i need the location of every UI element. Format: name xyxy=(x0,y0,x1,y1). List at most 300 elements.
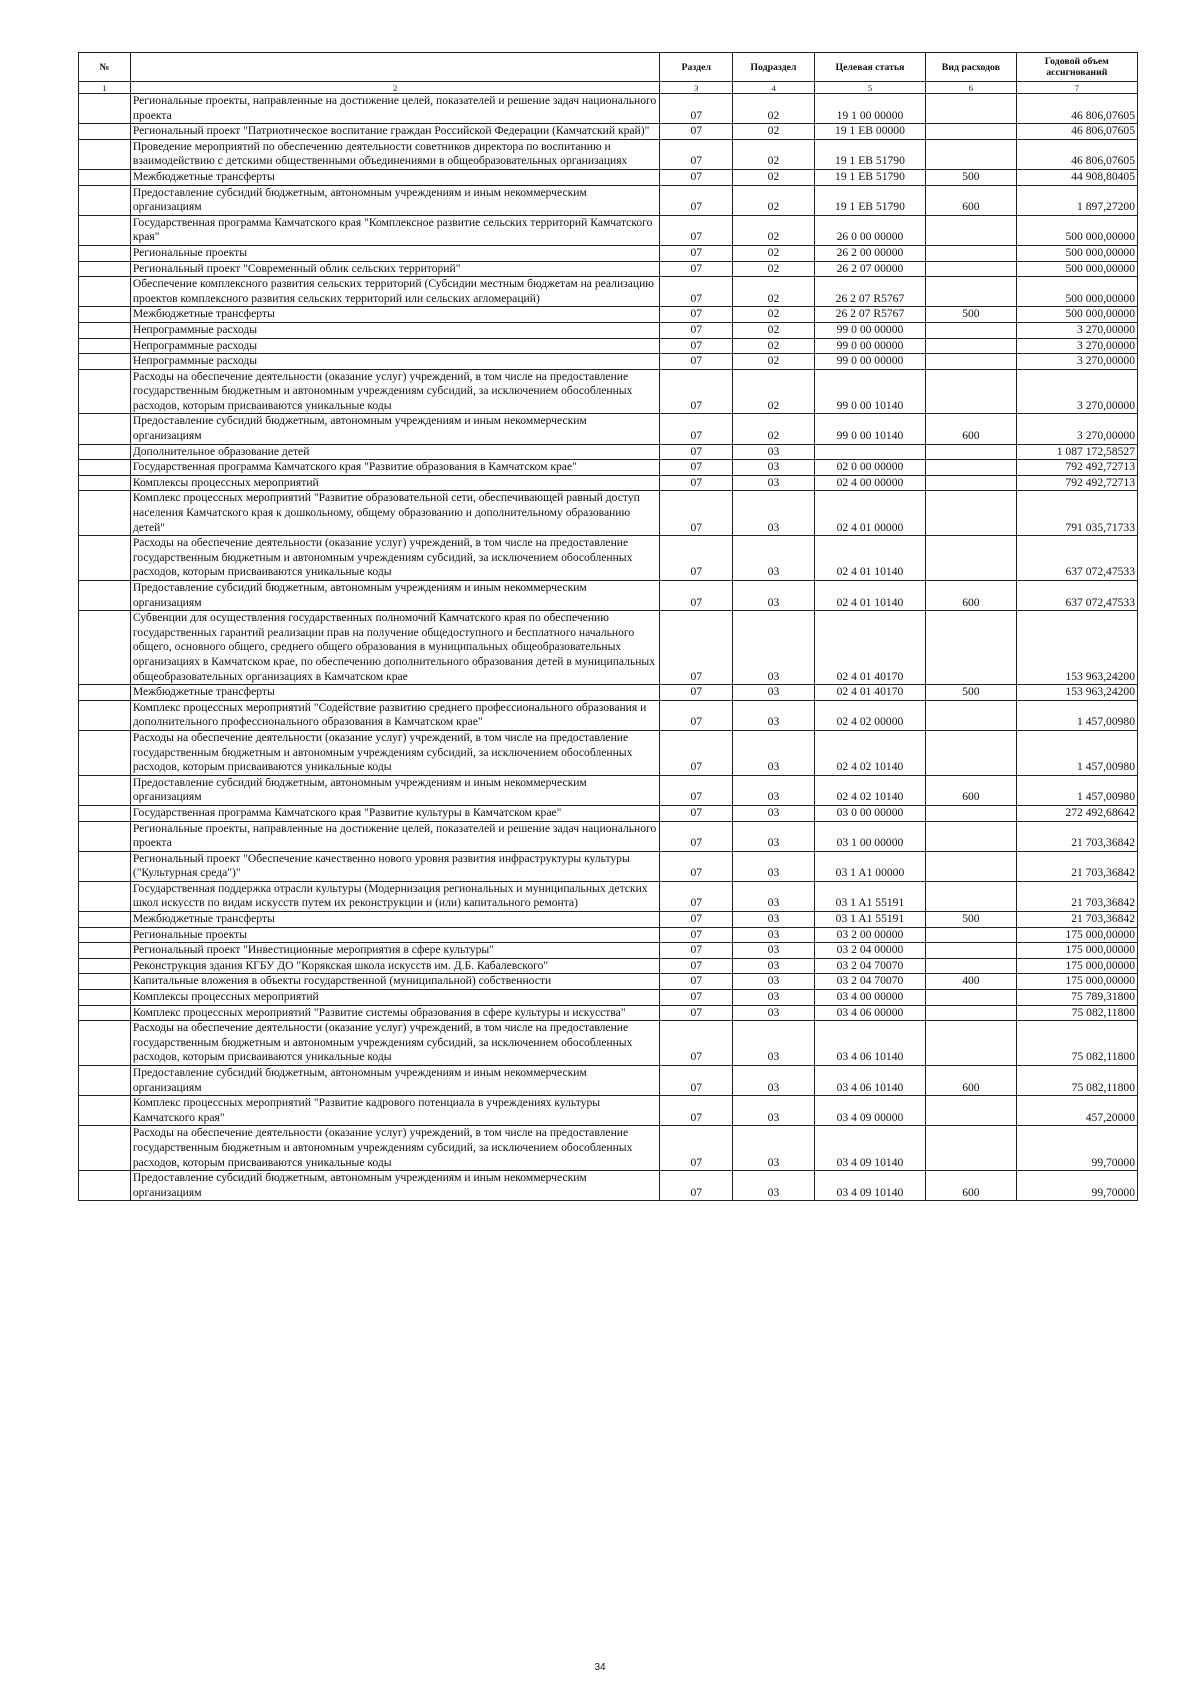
razdel-cell: 07 xyxy=(660,974,733,990)
item-name-cell: Предоставление субсидий бюджетным, автономным учреждениям и иным некоммерческим организациям xyxy=(130,581,660,611)
target-article-cell: 02 4 01 40170 xyxy=(814,685,925,701)
amount-cell: 1 897,27200 xyxy=(1016,185,1137,215)
razdel-cell: 07 xyxy=(660,821,733,851)
table-row xyxy=(79,775,1138,805)
amount-cell: 1 457,00980 xyxy=(1016,775,1137,805)
table-row xyxy=(79,821,1138,851)
razdel-cell: 07 xyxy=(660,277,733,307)
amount-cell: 75 082,11800 xyxy=(1016,1021,1137,1066)
expense-type-cell xyxy=(926,139,1016,169)
row-number-cell xyxy=(79,958,131,974)
item-name-cell: Предоставление субсидий бюджетным, автономным учреждениям и иным некоммерческим организациям xyxy=(130,1066,660,1096)
podrazdel-cell: 02 xyxy=(733,322,815,338)
amount-cell: 637 072,47533 xyxy=(1016,581,1137,611)
razdel-cell: 07 xyxy=(660,943,733,959)
row-number-cell xyxy=(79,307,131,323)
amount-cell: 175 000,00000 xyxy=(1016,958,1137,974)
item-name-cell: Межбюджетные трансферты xyxy=(130,912,660,928)
col-header-razdel: Раздел xyxy=(660,53,733,82)
row-number-cell xyxy=(79,536,131,581)
col-header-target-article: Целевая статья xyxy=(814,53,925,82)
expense-type-cell xyxy=(926,354,1016,370)
table-row xyxy=(79,261,1138,277)
expense-type-cell: 600 xyxy=(926,775,1016,805)
row-number-cell xyxy=(79,700,131,730)
podrazdel-cell: 02 xyxy=(733,354,815,370)
razdel-cell: 07 xyxy=(660,1096,733,1126)
table-row xyxy=(79,475,1138,491)
item-name-cell: Расходы на обеспечение деятельности (оказание услуг) учреждений, в том числе на предоставление государственным бюджетным и автономным учреждениям субсидий, за исключением обособленных расходов, которым присваиваются уникальные коды xyxy=(130,1126,660,1171)
target-article-cell: 03 4 09 10140 xyxy=(814,1171,925,1201)
podrazdel-cell: 02 xyxy=(733,277,815,307)
razdel-cell: 07 xyxy=(660,881,733,911)
podrazdel-cell: 03 xyxy=(733,805,815,821)
podrazdel-cell: 03 xyxy=(733,990,815,1006)
row-number-cell xyxy=(79,974,131,990)
podrazdel-cell: 03 xyxy=(733,1126,815,1171)
podrazdel-cell: 03 xyxy=(733,775,815,805)
item-name-cell: Межбюджетные трансферты xyxy=(130,307,660,323)
item-name-cell: Комплекс процессных мероприятий "Развитие образовательной сети, обеспечивающей равный доступ населения Камчатского края к дошкольному, общему образованию и дополнительному образованию детей" xyxy=(130,491,660,536)
expense-type-cell xyxy=(926,444,1016,460)
podrazdel-cell: 02 xyxy=(733,261,815,277)
col-header-name xyxy=(130,53,660,82)
item-name-cell: Непрограммные расходы xyxy=(130,354,660,370)
target-article-cell: 03 4 06 10140 xyxy=(814,1021,925,1066)
razdel-cell: 07 xyxy=(660,851,733,881)
table-header-row xyxy=(79,53,1138,82)
table-row xyxy=(79,245,1138,261)
table-row xyxy=(79,491,1138,536)
amount-cell: 1 457,00980 xyxy=(1016,730,1137,775)
amount-cell: 500 000,00000 xyxy=(1016,245,1137,261)
target-article-cell: 02 0 00 00000 xyxy=(814,460,925,476)
razdel-cell: 07 xyxy=(660,730,733,775)
row-number-cell xyxy=(79,460,131,476)
amount-cell: 272 492,68642 xyxy=(1016,805,1137,821)
table-row xyxy=(79,927,1138,943)
expense-type-cell: 600 xyxy=(926,581,1016,611)
amount-cell: 175 000,00000 xyxy=(1016,974,1137,990)
row-number-cell xyxy=(79,611,131,685)
razdel-cell: 07 xyxy=(660,139,733,169)
podrazdel-cell: 03 xyxy=(733,611,815,685)
expense-type-cell xyxy=(926,338,1016,354)
item-name-cell: Государственная программа Камчатского края "Развитие образования в Камчатском крае" xyxy=(130,460,660,476)
expense-type-cell xyxy=(926,277,1016,307)
razdel-cell: 07 xyxy=(660,322,733,338)
item-name-cell: Региональные проекты, направленные на достижение целей, показателей и решение задач национального проекта xyxy=(130,94,660,124)
razdel-cell: 07 xyxy=(660,124,733,140)
amount-cell: 3 270,00000 xyxy=(1016,338,1137,354)
table-row xyxy=(79,805,1138,821)
table-row xyxy=(79,974,1138,990)
row-number-cell xyxy=(79,491,131,536)
row-number-cell xyxy=(79,805,131,821)
expense-type-cell xyxy=(926,851,1016,881)
item-name-cell: Непрограммные расходы xyxy=(130,338,660,354)
razdel-cell: 07 xyxy=(660,354,733,370)
table-row xyxy=(79,1066,1138,1096)
razdel-cell: 07 xyxy=(660,775,733,805)
expense-type-cell: 600 xyxy=(926,414,1016,444)
razdel-cell: 07 xyxy=(660,805,733,821)
table-row xyxy=(79,444,1138,460)
razdel-cell: 07 xyxy=(660,1005,733,1021)
target-article-cell: 19 1 EB 51790 xyxy=(814,169,925,185)
target-article-cell: 99 0 00 00000 xyxy=(814,354,925,370)
podrazdel-cell: 02 xyxy=(733,307,815,323)
page-number: 34 xyxy=(594,1662,606,1673)
razdel-cell: 07 xyxy=(660,215,733,245)
amount-cell: 3 270,00000 xyxy=(1016,369,1137,414)
target-article-cell: 19 1 EB 51790 xyxy=(814,185,925,215)
table-row xyxy=(79,307,1138,323)
target-article-cell: 26 0 00 00000 xyxy=(814,215,925,245)
item-name-cell: Реконструкция здания КГБУ ДО "Корякская школа искусств им. Д.Б. Кабалевского" xyxy=(130,958,660,974)
expense-type-cell: 600 xyxy=(926,1066,1016,1096)
row-number-cell xyxy=(79,139,131,169)
row-number-cell xyxy=(79,775,131,805)
row-number-cell xyxy=(79,912,131,928)
row-number-cell xyxy=(79,1005,131,1021)
expense-type-cell xyxy=(926,881,1016,911)
expense-type-cell xyxy=(926,369,1016,414)
target-article-cell: 03 1 00 00000 xyxy=(814,821,925,851)
row-number-cell xyxy=(79,475,131,491)
target-article-cell: 02 4 02 10140 xyxy=(814,730,925,775)
table-row xyxy=(79,730,1138,775)
item-name-cell: Расходы на обеспечение деятельности (оказание услуг) учреждений, в том числе на предоставление государственным бюджетным и автономным учреждениям субсидий, за исключением обособленных расходов, которым присваиваются уникальные коды xyxy=(130,730,660,775)
podrazdel-cell: 02 xyxy=(733,215,815,245)
razdel-cell: 07 xyxy=(660,444,733,460)
target-article-cell: 19 1 00 00000 xyxy=(814,94,925,124)
expense-type-cell xyxy=(926,1005,1016,1021)
amount-cell: 46 806,07605 xyxy=(1016,94,1137,124)
row-number-cell xyxy=(79,927,131,943)
amount-cell: 3 270,00000 xyxy=(1016,354,1137,370)
target-article-cell: 02 4 01 10140 xyxy=(814,536,925,581)
item-name-cell: Предоставление субсидий бюджетным, автономным учреждениям и иным некоммерческим организациям xyxy=(130,414,660,444)
target-article-cell: 03 1 A1 00000 xyxy=(814,851,925,881)
item-name-cell: Предоставление субсидий бюджетным, автономным учреждениям и иным некоммерческим организациям xyxy=(130,775,660,805)
table-row xyxy=(79,700,1138,730)
podrazdel-cell: 03 xyxy=(733,730,815,775)
table-row xyxy=(79,169,1138,185)
row-number-cell xyxy=(79,94,131,124)
amount-cell: 99,70000 xyxy=(1016,1171,1137,1201)
podrazdel-cell: 03 xyxy=(733,1171,815,1201)
amount-cell: 75 082,11800 xyxy=(1016,1066,1137,1096)
razdel-cell: 07 xyxy=(660,475,733,491)
row-number-cell xyxy=(79,444,131,460)
table-row xyxy=(79,460,1138,476)
amount-cell: 44 908,80405 xyxy=(1016,169,1137,185)
amount-cell: 500 000,00000 xyxy=(1016,261,1137,277)
table-row xyxy=(79,685,1138,701)
row-number-cell xyxy=(79,124,131,140)
item-name-cell: Региональный проект "Патриотическое воспитание граждан Российской Федерации (Камчатский край)" xyxy=(130,124,660,140)
column-number-row xyxy=(79,82,1138,94)
razdel-cell: 07 xyxy=(660,307,733,323)
row-number-cell xyxy=(79,261,131,277)
amount-cell: 175 000,00000 xyxy=(1016,943,1137,959)
podrazdel-cell: 03 xyxy=(733,460,815,476)
podrazdel-cell: 02 xyxy=(733,245,815,261)
target-article-cell: 03 2 04 70070 xyxy=(814,974,925,990)
podrazdel-cell: 03 xyxy=(733,491,815,536)
podrazdel-cell: 03 xyxy=(733,912,815,928)
expense-type-cell xyxy=(926,611,1016,685)
row-number-cell xyxy=(79,277,131,307)
razdel-cell: 07 xyxy=(660,185,733,215)
podrazdel-cell: 03 xyxy=(733,851,815,881)
row-number-cell xyxy=(79,881,131,911)
podrazdel-cell: 02 xyxy=(733,414,815,444)
target-article-cell: 19 1 EB 00000 xyxy=(814,124,925,140)
row-number-cell xyxy=(79,1096,131,1126)
amount-cell: 75 082,11800 xyxy=(1016,1005,1137,1021)
amount-cell: 75 789,31800 xyxy=(1016,990,1137,1006)
target-article-cell: 02 4 01 40170 xyxy=(814,611,925,685)
column-number: 7 xyxy=(1016,82,1137,94)
target-article-cell: 03 4 06 00000 xyxy=(814,1005,925,1021)
item-name-cell: Государственная программа Камчатского края "Комплексное развитие сельских территорий Камчатского края" xyxy=(130,215,660,245)
table-row xyxy=(79,990,1138,1006)
table-row xyxy=(79,881,1138,911)
item-name-cell: Расходы на обеспечение деятельности (оказание услуг) учреждений, в том числе на предоставление государственным бюджетным и автономным учреждениям субсидий, за исключением обособленных расходов, которым присваиваются уникальные коды xyxy=(130,1021,660,1066)
podrazdel-cell: 03 xyxy=(733,1005,815,1021)
target-article-cell: 02 4 00 00000 xyxy=(814,475,925,491)
razdel-cell: 07 xyxy=(660,958,733,974)
expense-type-cell xyxy=(926,943,1016,959)
amount-cell: 500 000,00000 xyxy=(1016,307,1137,323)
col-header-expense-type: Вид расходов xyxy=(926,53,1016,82)
podrazdel-cell: 03 xyxy=(733,927,815,943)
razdel-cell: 07 xyxy=(660,581,733,611)
podrazdel-cell: 03 xyxy=(733,1066,815,1096)
item-name-cell: Региональные проекты, направленные на достижение целей, показателей и решение задач национального проекта xyxy=(130,821,660,851)
col-header-amount: Годовой объем ассигнований xyxy=(1016,53,1137,82)
table-row xyxy=(79,536,1138,581)
target-article-cell: 03 0 00 00000 xyxy=(814,805,925,821)
podrazdel-cell: 03 xyxy=(733,685,815,701)
expense-type-cell xyxy=(926,730,1016,775)
table-row xyxy=(79,354,1138,370)
column-number: 5 xyxy=(814,82,925,94)
expense-type-cell xyxy=(926,215,1016,245)
target-article-cell: 26 2 07 R5767 xyxy=(814,307,925,323)
amount-cell: 792 492,72713 xyxy=(1016,460,1137,476)
podrazdel-cell: 03 xyxy=(733,1096,815,1126)
expense-type-cell xyxy=(926,1096,1016,1126)
expense-type-cell xyxy=(926,94,1016,124)
amount-cell: 46 806,07605 xyxy=(1016,124,1137,140)
row-number-cell xyxy=(79,245,131,261)
target-article-cell: 03 4 00 00000 xyxy=(814,990,925,1006)
target-article-cell xyxy=(814,444,925,460)
amount-cell: 21 703,36842 xyxy=(1016,912,1137,928)
expense-type-cell xyxy=(926,821,1016,851)
item-name-cell: Комплексы процессных мероприятий xyxy=(130,990,660,1006)
expense-type-cell xyxy=(926,805,1016,821)
target-article-cell: 02 4 02 00000 xyxy=(814,700,925,730)
table-row xyxy=(79,185,1138,215)
row-number-cell xyxy=(79,354,131,370)
item-name-cell: Комплекс процессных мероприятий "Содействие развитию среднего профессионального образования и дополнительного профессионального образования в Камчатском крае" xyxy=(130,700,660,730)
target-article-cell: 26 2 07 R5767 xyxy=(814,277,925,307)
podrazdel-cell: 03 xyxy=(733,821,815,851)
expense-type-cell: 600 xyxy=(926,1171,1016,1201)
target-article-cell: 03 4 09 00000 xyxy=(814,1096,925,1126)
budget-table xyxy=(78,52,1138,1201)
table-row xyxy=(79,215,1138,245)
razdel-cell: 07 xyxy=(660,1171,733,1201)
item-name-cell: Государственная поддержка отрасли культуры (Модернизация региональных и муниципальных детских школ искусств по видам искусств путем их реконструкции и (или) капитального ремонта) xyxy=(130,881,660,911)
item-name-cell: Предоставление субсидий бюджетным, автономным учреждениям и иным некоммерческим организациям xyxy=(130,1171,660,1201)
table-row xyxy=(79,581,1138,611)
expense-type-cell xyxy=(926,460,1016,476)
podrazdel-cell: 02 xyxy=(733,169,815,185)
razdel-cell: 07 xyxy=(660,1066,733,1096)
item-name-cell: Государственная программа Камчатского края "Развитие культуры в Камчатском крае" xyxy=(130,805,660,821)
expense-type-cell xyxy=(926,245,1016,261)
podrazdel-cell: 02 xyxy=(733,94,815,124)
podrazdel-cell: 03 xyxy=(733,974,815,990)
item-name-cell: Комплекс процессных мероприятий "Развитие системы образования в сфере культуры и искусства" xyxy=(130,1005,660,1021)
podrazdel-cell: 02 xyxy=(733,338,815,354)
table-row xyxy=(79,912,1138,928)
target-article-cell: 19 1 EB 51790 xyxy=(814,139,925,169)
item-name-cell: Региональный проект "Современный облик сельских территорий" xyxy=(130,261,660,277)
expense-type-cell: 500 xyxy=(926,685,1016,701)
amount-cell: 21 703,36842 xyxy=(1016,881,1137,911)
item-name-cell: Региональный проект "Инвестиционные мероприятия в сфере культуры" xyxy=(130,943,660,959)
table-row xyxy=(79,1171,1138,1201)
expense-type-cell xyxy=(926,261,1016,277)
column-number: 2 xyxy=(130,82,660,94)
amount-cell: 1 457,00980 xyxy=(1016,700,1137,730)
col-header-no: № xyxy=(79,53,131,82)
item-name-cell: Проведение мероприятий по обеспечению деятельности советников директора по воспитанию и взаимодействию с детскими общественными объединениями в общеобразовательных организациях xyxy=(130,139,660,169)
amount-cell: 791 035,71733 xyxy=(1016,491,1137,536)
razdel-cell: 07 xyxy=(660,927,733,943)
razdel-cell: 07 xyxy=(660,369,733,414)
table-row xyxy=(79,94,1138,124)
podrazdel-cell: 02 xyxy=(733,124,815,140)
expense-type-cell xyxy=(926,700,1016,730)
item-name-cell: Комплексы процессных мероприятий xyxy=(130,475,660,491)
podrazdel-cell: 02 xyxy=(733,139,815,169)
target-article-cell: 03 4 06 10140 xyxy=(814,1066,925,1096)
razdel-cell: 07 xyxy=(660,990,733,1006)
podrazdel-cell: 03 xyxy=(733,536,815,581)
table-row xyxy=(79,322,1138,338)
expense-type-cell xyxy=(926,322,1016,338)
column-number: 4 xyxy=(733,82,815,94)
amount-cell: 3 270,00000 xyxy=(1016,322,1137,338)
item-name-cell: Региональные проекты xyxy=(130,927,660,943)
row-number-cell xyxy=(79,185,131,215)
target-article-cell: 99 0 00 10140 xyxy=(814,414,925,444)
expense-type-cell xyxy=(926,124,1016,140)
target-article-cell: 03 1 A1 55191 xyxy=(814,912,925,928)
item-name-cell: Предоставление субсидий бюджетным, автономным учреждениям и иным некоммерческим организациям xyxy=(130,185,660,215)
expense-type-cell: 500 xyxy=(926,307,1016,323)
item-name-cell: Обеспечение комплексного развития сельских территорий (Субсидии местным бюджетам на реализацию проектов комплексного развития сельских территорий или сельских агломераций) xyxy=(130,277,660,307)
expense-type-cell: 600 xyxy=(926,185,1016,215)
row-number-cell xyxy=(79,1066,131,1096)
item-name-cell: Межбюджетные трансферты xyxy=(130,685,660,701)
amount-cell: 3 270,00000 xyxy=(1016,414,1137,444)
row-number-cell xyxy=(79,581,131,611)
podrazdel-cell: 03 xyxy=(733,943,815,959)
budget-sheet xyxy=(78,52,1138,1201)
column-number: 3 xyxy=(660,82,733,94)
table-row xyxy=(79,369,1138,414)
table-row xyxy=(79,611,1138,685)
amount-cell: 99,70000 xyxy=(1016,1126,1137,1171)
podrazdel-cell: 03 xyxy=(733,581,815,611)
razdel-cell: 07 xyxy=(660,338,733,354)
razdel-cell: 07 xyxy=(660,414,733,444)
expense-type-cell xyxy=(926,475,1016,491)
podrazdel-cell: 03 xyxy=(733,881,815,911)
razdel-cell: 07 xyxy=(660,1021,733,1066)
row-number-cell xyxy=(79,821,131,851)
razdel-cell: 07 xyxy=(660,94,733,124)
table-row xyxy=(79,958,1138,974)
column-number: 1 xyxy=(79,82,131,94)
target-article-cell: 02 4 01 10140 xyxy=(814,581,925,611)
item-name-cell: Дополнительное образование детей xyxy=(130,444,660,460)
razdel-cell: 07 xyxy=(660,536,733,581)
row-number-cell xyxy=(79,169,131,185)
item-name-cell: Комплекс процессных мероприятий "Развитие кадрового потенциала в учреждениях культуры Камчатского края" xyxy=(130,1096,660,1126)
razdel-cell: 07 xyxy=(660,611,733,685)
amount-cell: 175 000,00000 xyxy=(1016,927,1137,943)
target-article-cell: 02 4 01 00000 xyxy=(814,491,925,536)
target-article-cell: 99 0 00 10140 xyxy=(814,369,925,414)
razdel-cell: 07 xyxy=(660,700,733,730)
row-number-cell xyxy=(79,1171,131,1201)
row-number-cell xyxy=(79,215,131,245)
row-number-cell xyxy=(79,943,131,959)
item-name-cell: Межбюджетные трансферты xyxy=(130,169,660,185)
table-row xyxy=(79,139,1138,169)
item-name-cell: Региональный проект "Обеспечение качественно нового уровня развития инфраструктуры культуры ("Культурная среда")" xyxy=(130,851,660,881)
target-article-cell: 02 4 02 10140 xyxy=(814,775,925,805)
row-number-cell xyxy=(79,369,131,414)
row-number-cell xyxy=(79,730,131,775)
row-number-cell xyxy=(79,1126,131,1171)
expense-type-cell: 500 xyxy=(926,169,1016,185)
razdel-cell: 07 xyxy=(660,912,733,928)
amount-cell: 21 703,36842 xyxy=(1016,821,1137,851)
target-article-cell: 26 2 00 00000 xyxy=(814,245,925,261)
podrazdel-cell: 03 xyxy=(733,475,815,491)
item-name-cell: Капитальные вложения в объекты государственной (муниципальной) собственности xyxy=(130,974,660,990)
expense-type-cell xyxy=(926,491,1016,536)
expense-type-cell: 500 xyxy=(926,912,1016,928)
table-row xyxy=(79,1005,1138,1021)
col-header-podrazdel: Подраздел xyxy=(733,53,815,82)
table-row xyxy=(79,1096,1138,1126)
table-body xyxy=(79,94,1138,1201)
item-name-cell: Расходы на обеспечение деятельности (оказание услуг) учреждений, в том числе на предоставление государственным бюджетным и автономным учреждениям субсидий, за исключением обособленных расходов, которым присваиваются уникальные коды xyxy=(130,536,660,581)
target-article-cell: 03 1 A1 55191 xyxy=(814,881,925,911)
target-article-cell: 03 2 04 00000 xyxy=(814,943,925,959)
